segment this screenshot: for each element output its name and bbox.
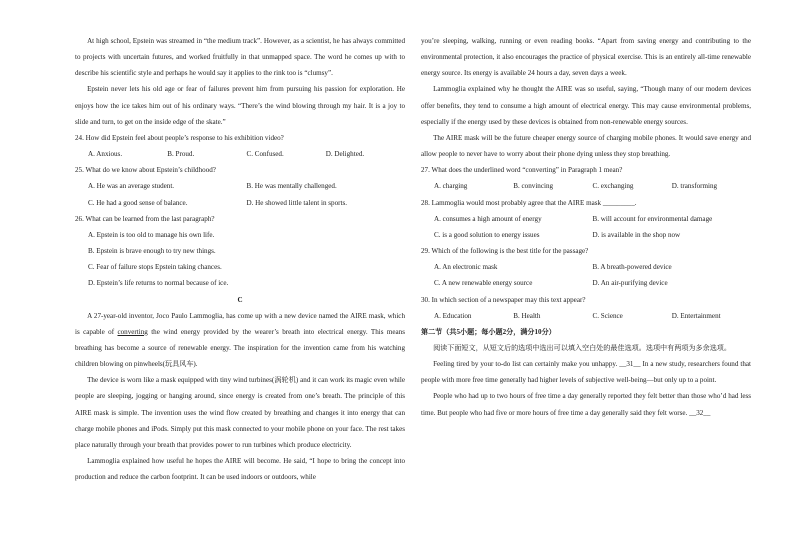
option: D. transforming xyxy=(671,182,718,191)
question-25: 25. What do we know about Epstein’s childhood? xyxy=(75,166,216,175)
option: D. Entertainment xyxy=(671,311,721,320)
question-28: 28. Lammoglia would most probably agree that the AIRE mask _________. xyxy=(421,198,637,207)
option: B. Epstein is brave enough to try new things. xyxy=(88,247,216,256)
options-27 xyxy=(421,178,751,194)
blank-31: __31__ xyxy=(619,360,641,369)
section-c-heading: C xyxy=(237,295,243,304)
option: D. Epstein’s life returns to normal because of ice. xyxy=(88,279,229,288)
option: A. Epstein is too old to manage his own life. xyxy=(88,230,215,239)
option: C. is a good solution to energy issues xyxy=(434,230,540,239)
option: A. Education xyxy=(434,311,472,320)
option: D. is available in the shop now xyxy=(592,230,681,239)
option: A. An electronic mask xyxy=(434,263,498,272)
underlined-word: converting xyxy=(117,327,148,336)
section-2-instructions: 阅读下面短文，从短文后的选项中选出可以填入空白处的最佳选项。选项中有两项为多余选项。 xyxy=(433,343,731,352)
option: D. An air-purifying device xyxy=(592,279,668,288)
question-26: 26. What can be learned from the last paragraph? xyxy=(75,214,215,223)
blank-32: __32__ xyxy=(689,408,711,417)
section-2-title: 第二节（共5小题；每小题2分，满分10分） xyxy=(421,327,556,336)
paragraph: Feeling tired by your to-do list can certainly make you unhappy. __31__ In a new study, researchers found that people with more free time generally had higher levels of subjective well-being—but only up to a point. xyxy=(421,360,751,385)
option: C. A new renewable energy source xyxy=(434,279,533,288)
option: A. consumes a high amount of energy xyxy=(434,214,542,223)
option: D. Delighted. xyxy=(325,150,365,159)
paragraph: People who had up to two hours of free time a day generally reported they felt better than those who’d had less time. But people who had five or more hours of free time a day generally said they felt worse. __32__ xyxy=(421,392,751,417)
paragraph: Epstein never lets his old age or fear of failures prevent him from pursuing his passion for exploration. He enjoys how the ice takes him out of his ordinary ways. “There’s the wind blowing through my hair. It is a joy to slide and turn, to get on the inside edge of the skate.” xyxy=(75,85,405,126)
paragraph: At high school, Epstein was streamed in “the medium track”. However, as a scientist, he has always committed to projects with uncertain futures, and worked fruitfully in that unmapped space. The word he comes up with to describe his scientific style and perhaps he would say it applies to the rink too is “clumsy”. xyxy=(75,37,405,78)
option: D. He showed little talent in sports. xyxy=(246,198,347,207)
option: B. He was mentally challenged. xyxy=(246,182,337,191)
question-24: 24. How did Epstein feel about people’s response to his exhibition video? xyxy=(75,133,284,142)
option: B. convincing xyxy=(513,182,554,191)
option: B. Health xyxy=(513,311,541,320)
option: B. A breath-powered device xyxy=(592,263,672,272)
option: B. will account for environmental damage xyxy=(592,214,713,223)
option: B. Proud. xyxy=(167,150,195,159)
options-29 xyxy=(421,259,751,291)
paragraph: Lammoglia explained how useful he hopes the AIRE will become. He said, “I hope to bring the concept into production and reduce the carbon footprint. It can be used indoors or outdoors, while xyxy=(75,457,405,482)
paragraph: Lammoglia explained why he thought the AIRE was so useful, saying, “Though many of our modern devices offer benefits, they tend to consume a high amount of electrical energy. This may cause environmental problems, especially if the energy used by these devices is obtained from non-renewable energy sources. xyxy=(421,85,751,126)
option: C. He had a good sense of balance. xyxy=(88,198,188,207)
option: C. exchanging xyxy=(592,182,634,191)
left-column xyxy=(75,33,405,485)
option: A. He was an average student. xyxy=(88,182,175,191)
paragraph: you’re sleeping, walking, running or even reading books. “Apart from saving energy and contributing to the environmental protection, it also encourages the practice of physical exercise. This is an entirely all-time renewable energy source. Its energy is available 24 hours a day, seven days a week. xyxy=(421,37,751,78)
options-30 xyxy=(421,308,751,324)
option: A. charging xyxy=(434,182,468,191)
paragraph: A 27-year-old inventor, Joco Paulo Lammoglia, has come up with a new device named the AIRE mask, which is capable of converting the wind energy provided by the wearer’s breath into electrical energy. This means breathing has become a source of renewable energy. The inspiration for the invention came from his watching children blowing on pinwheels(玩具风车). xyxy=(75,311,405,369)
options-24 xyxy=(75,146,405,162)
paragraph: The device is worn like a mask equipped with tiny wind turbines(涡轮机) and it can work its magic even while people are sleeping, jogging or hanging around, since energy is created from one’s breath. The principle of this AIRE mask is simple. The invention uses the wind flow created by breathing and changes it into energy that can charge mobile phones and iPods. Simply put this mask connected to your mobile phone on your face. The rest takes place naturally through your breath that provides power to run turbines which produce electricity. xyxy=(75,376,405,449)
question-27: 27. What does the underlined word “converting” in Paragraph 1 mean? xyxy=(421,166,623,175)
option: C. Fear of failure stops Epstein taking chances. xyxy=(88,263,222,272)
option: A. Anxious. xyxy=(88,150,123,159)
question-29: 29. Which of the following is the best title for the passage? xyxy=(421,247,589,256)
option: C. Confused. xyxy=(246,150,284,159)
options-28 xyxy=(421,211,751,243)
option: C. Science xyxy=(592,311,623,320)
right-column xyxy=(421,33,751,421)
paragraph: The AIRE mask will be the future cheaper energy source of charging mobile phones. It would save energy and allow people to never have to worry about their phone dying unless they stop breathing. xyxy=(421,133,751,159)
question-30: 30. In which section of a newspaper may this text appear? xyxy=(421,295,586,304)
options-25 xyxy=(75,178,405,210)
